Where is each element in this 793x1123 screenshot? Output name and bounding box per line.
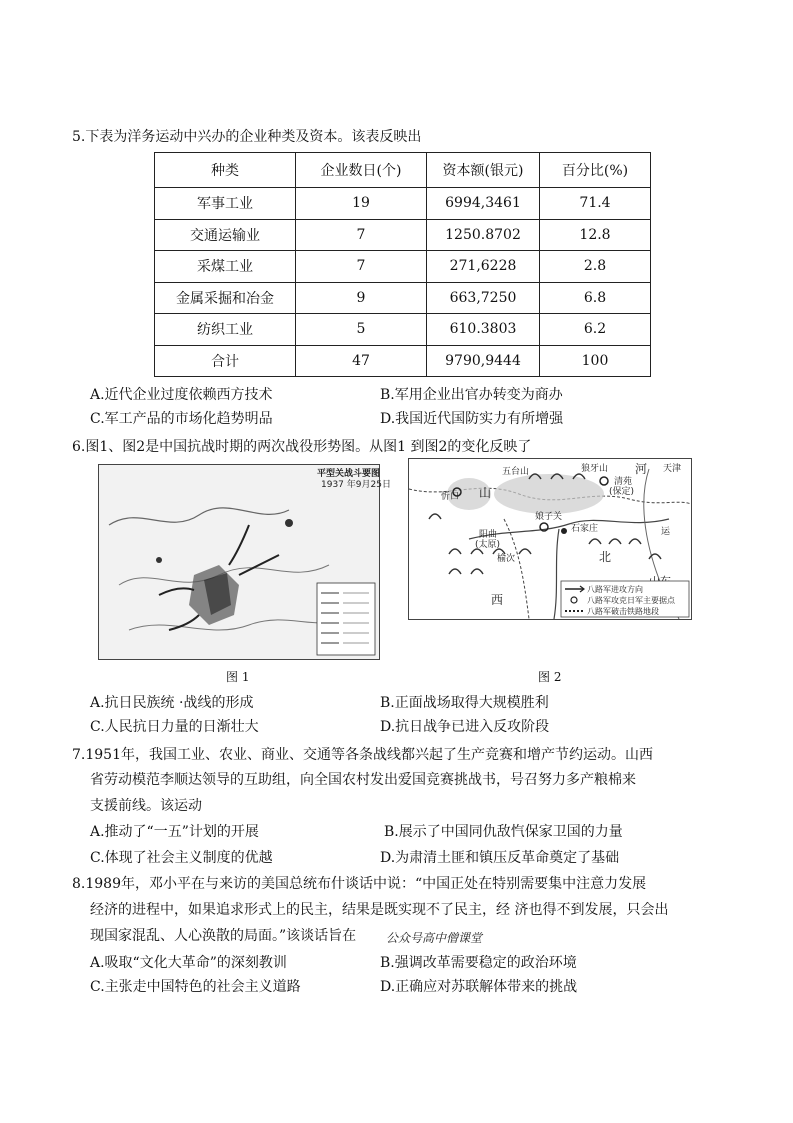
place-label: 河 (635, 462, 648, 476)
table-cell: 合计 (155, 345, 296, 377)
q7-stem-line: 省劳动模范李顺达领导的互助组，向全国农村发出爱国竞赛挑战书，号召努力多产粮棉来 (90, 772, 636, 788)
city-marker (561, 528, 567, 534)
q6-option-c[interactable]: C.人民抗日力量的日渐壮大 (90, 719, 259, 735)
place-label: 天津 (663, 464, 682, 474)
place-label: 清苑 (614, 477, 633, 487)
q5-option-b[interactable]: B.军用企业出官办转变为商办 (380, 387, 563, 403)
table-header: 企业数日(个) (296, 153, 427, 188)
table-cell: 采煤工业 (155, 251, 296, 283)
table-cell: 610.3803 (427, 314, 540, 346)
legend-label: 八路军攻克日军主要据点 (587, 596, 675, 605)
table-header: 种类 (155, 153, 296, 188)
place-label: 五台山 (502, 467, 530, 477)
place-label: 阳曲 (479, 530, 498, 540)
table-row (155, 188, 651, 220)
place-label: (太原) (475, 540, 501, 550)
figure-2-svg (409, 459, 691, 619)
table-cell: 19 (296, 188, 427, 220)
q8-watermark: 公众号高中僧课堂 (386, 931, 483, 945)
q5-stem: 5.下表为洋务运动中兴办的企业种类及资本。该表反映出 (72, 129, 422, 145)
figure-1-map (98, 464, 391, 660)
position-marker (156, 557, 162, 563)
q5-table (154, 152, 651, 377)
figure-2-caption: 图 2 (538, 670, 562, 684)
table-header: 资本额(银元) (427, 153, 540, 188)
legend-label: 八路军破击铁路地段 (587, 607, 659, 616)
q8-stem-line: 8.1989年，邓小平在与来访的美国总统布什谈话中说：“中国正处在特别需要集中注意力发展 (72, 876, 647, 892)
q5-option-d[interactable]: D.我国近代国防实力有所增强 (380, 411, 564, 427)
place-label: 西 (491, 593, 504, 607)
q8-stem-line: 经济的进程中，如果追求形式上的民主，结果是既实现不了民主，经 济也得不到发展，只会出 (90, 902, 669, 918)
table-row (155, 251, 651, 283)
q7-option-c[interactable]: C.体现了社会主义制度的优越 (90, 850, 273, 866)
place-label: 狼牙山 (581, 464, 609, 474)
table-row (155, 345, 651, 377)
q6-option-b[interactable]: B.正面战场取得大规模胜利 (380, 695, 549, 711)
figure-1-svg (99, 465, 391, 659)
table-cell: 6994,3461 (427, 188, 540, 220)
table-cell: 金属采掘和冶金 (155, 282, 296, 314)
place-label: 忻口 (441, 492, 460, 502)
q8-stem-line: 现国家混乱、人心涣散的局面。”该谈话旨在 (90, 928, 357, 944)
q8-option-d[interactable]: D.正确应对苏联解体带来的挑战 (380, 979, 578, 995)
table-cell: 47 (296, 345, 427, 377)
place-label: 石家庄 (571, 524, 599, 534)
figure-2-map (408, 458, 692, 620)
q5-option-a[interactable]: A.近代企业过度依赖西方技术 (90, 387, 273, 403)
place-label: (保定) (609, 487, 635, 497)
shaded-region (494, 474, 604, 514)
place-label: 娘子关 (535, 512, 563, 522)
q5-option-c[interactable]: C.军工产品的市场化趋势明品 (90, 411, 273, 427)
q7-option-d[interactable]: D.为肃清土匪和镇压反革命奠定了基础 (380, 850, 620, 866)
q6-option-a[interactable]: A.抗日民族统 ·战线的形成 (90, 695, 254, 711)
table-cell: 6.2 (540, 314, 651, 346)
q8-option-a[interactable]: A.吸取“文化大革命”的深刻教训 (90, 955, 287, 971)
place-label: 运 (661, 527, 671, 537)
q7-stem-line: 7.1951年，我国工业、农业、商业、交通等各条战线都兴起了生产竞赛和增产节约运动。山西 (72, 747, 653, 763)
q8-option-c[interactable]: C.主张走中国特色的社会主义道路 (90, 979, 301, 995)
figure-1-caption: 图 1 (226, 670, 250, 684)
position-marker (285, 519, 293, 527)
table-cell: 12.8 (540, 219, 651, 251)
table-cell: 军事工业 (155, 188, 296, 220)
table-header: 百分比(%) (540, 153, 651, 188)
table-row (155, 219, 651, 251)
place-label: 山 (479, 486, 492, 500)
table-cell: 9790,9444 (427, 345, 540, 377)
legend-label: 八路军进攻方向 (587, 585, 643, 594)
table-cell: 663,7250 (427, 282, 540, 314)
fig1-title: 平型关战斗要图 (317, 469, 381, 479)
table-cell: 100 (540, 345, 651, 377)
place-label: 榆次 (497, 554, 516, 564)
table-cell: 纺织工业 (155, 314, 296, 346)
q7-option-b[interactable]: B.展示了中国同仇敌忾保家卫国的力量 (384, 824, 623, 840)
table-cell: 271,6228 (427, 251, 540, 283)
fig1-date: 1937 年9月25日 (321, 480, 391, 490)
table-cell: 7 (296, 251, 427, 283)
table-cell: 7 (296, 219, 427, 251)
table-cell: 5 (296, 314, 427, 346)
table-cell: 2.8 (540, 251, 651, 283)
table-cell: 9 (296, 282, 427, 314)
table-cell: 71.4 (540, 188, 651, 220)
table-header-row (155, 153, 651, 188)
q6-stem: 6.图1、图2是中国抗战时期的两次战役形势图。从图1 到图2的变化反映了 (72, 439, 532, 455)
table-row (155, 314, 651, 346)
place-label: 北 (599, 550, 612, 564)
table-cell: 交通运输业 (155, 219, 296, 251)
q6-option-d[interactable]: D.抗日战争已进入反攻阶段 (380, 719, 550, 735)
table-row (155, 282, 651, 314)
q7-stem-line: 支援前线。该运动 (90, 798, 202, 814)
table-cell: 1250.8702 (427, 219, 540, 251)
q7-option-a[interactable]: A.推动了“一五”计划的开展 (90, 824, 259, 840)
fig1-legend-box (317, 583, 375, 655)
table-cell: 6.8 (540, 282, 651, 314)
q8-option-b[interactable]: B.强调改革需要稳定的政治环境 (380, 955, 577, 971)
